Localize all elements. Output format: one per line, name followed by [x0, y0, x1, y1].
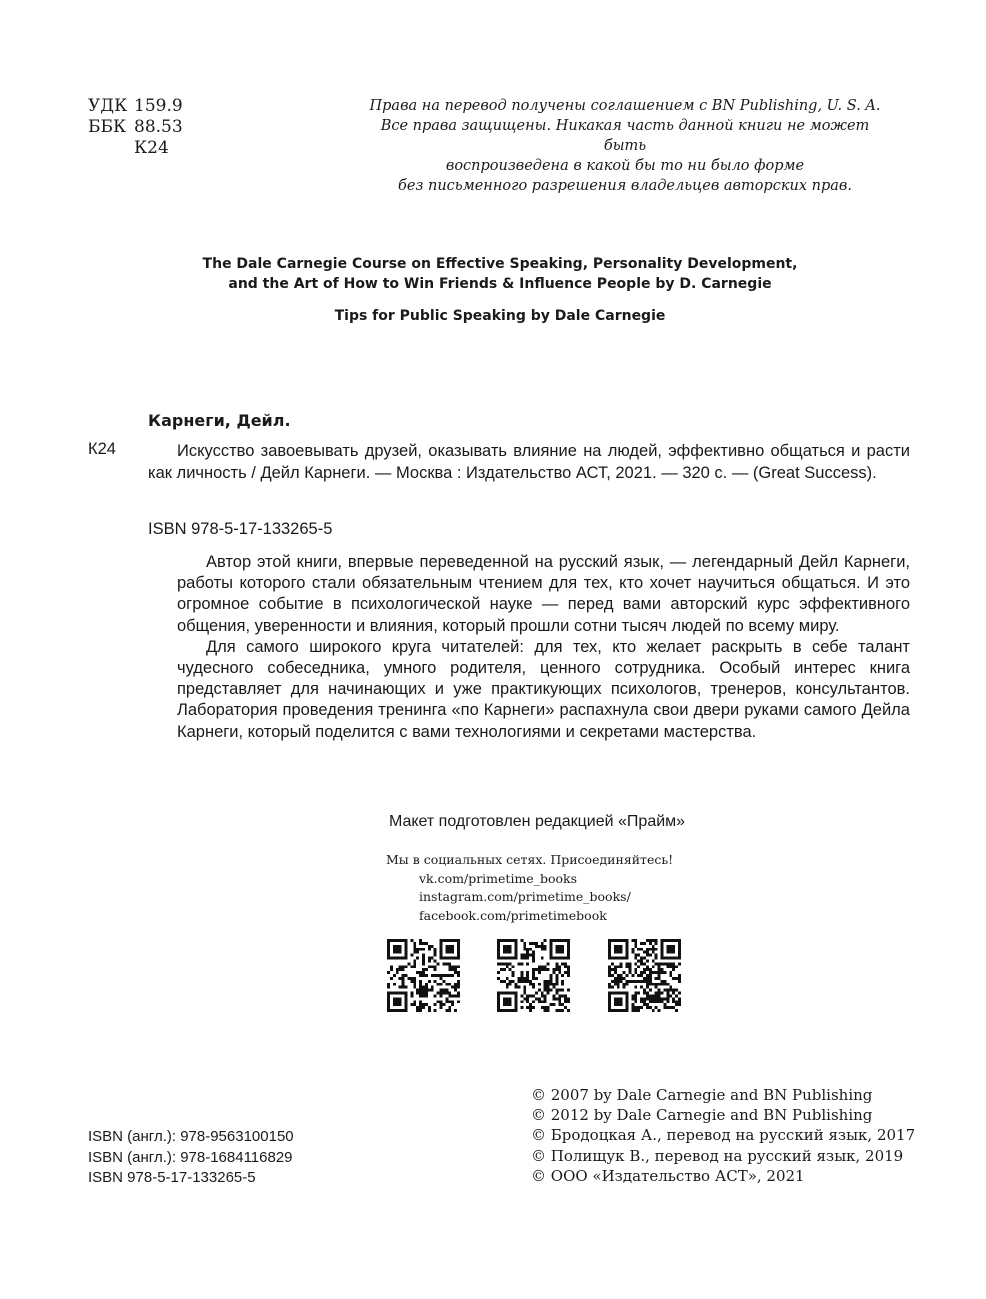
- bbk-row: [88, 117, 183, 138]
- layout-credit-block: [0, 813, 986, 831]
- classification-block: [88, 96, 183, 159]
- copyright-list: [531, 1085, 915, 1186]
- social-link-facebook[interactable]: facebook.com/primetimebook: [419, 907, 607, 923]
- rights-line: Права на перевод получены соглашением с BN Publishing, U. S. A.: [369, 98, 881, 114]
- social-link-vk[interactable]: vk.com/primetime_books: [419, 870, 577, 886]
- bibliographic-entry: Искусство завоевывать друзей, оказывать влияние на людей, эффективно общаться и расти как личность / Дейл Карнеги. — Москва : Издательство АСТ, 2021. — 320 с. — (Great Success).: [148, 442, 910, 482]
- author-mark: К24: [88, 440, 116, 458]
- isbn-item: ISBN (англ.): 978-9563100150: [88, 1128, 294, 1145]
- layout-credit: Макет подготовлен редакцией «Прайм»: [388, 813, 686, 830]
- original-title-secondary: Tips for Public Speaking by Dale Carnegie: [334, 308, 666, 324]
- rights-notice: [360, 96, 890, 196]
- udk-label: УДК: [88, 96, 128, 116]
- author-heading: Карнеги, Дейл.: [148, 411, 291, 430]
- social-intro: Мы в социальных сетях. Присоединяйтесь!: [386, 852, 674, 867]
- copyright-item: © Полищук В., перевод на русский язык, 2019: [531, 1146, 904, 1165]
- original-title-line: and the Art of How to Win Friends & Influence People by D. Carnegie: [228, 276, 772, 292]
- qr-code-icon[interactable]: [497, 939, 570, 1012]
- annotation-paragraph: Автор этой книги, впервые переведенной на русский язык, — легендарный Дейл Карнеги, работы которого стали обязательным чтением для тех, кто хочет научиться общаться. И это огромное событие в психологической науке — перед вами авторский курс эффективного общения, уверенности и влияния, который прошли сотни тысяч людей по всему миру.: [177, 553, 910, 635]
- rights-line: воспроизведена в какой бы то ни было форме: [445, 158, 805, 174]
- social-block: [386, 851, 673, 925]
- author-mark-value: К24: [134, 138, 169, 158]
- copyright-item: © 2012 by Dale Carnegie and BN Publishing: [531, 1106, 873, 1125]
- isbn-list: [88, 1127, 294, 1189]
- author-mark-label: [88, 138, 134, 159]
- qr-code-icon[interactable]: [608, 939, 681, 1012]
- social-link-instagram[interactable]: instagram.com/primetime_books/: [419, 889, 631, 905]
- author-mark-row: [88, 138, 183, 159]
- copyright-item: © ООО «Издательство АСТ», 2021: [531, 1166, 805, 1185]
- bbk-label: ББК: [88, 117, 127, 137]
- udk-row: [88, 96, 183, 117]
- copyright-item: © Бродоцкая А., перевод на русский язык, 2017: [531, 1126, 916, 1145]
- qr-code-icon[interactable]: [387, 939, 460, 1012]
- rights-line: без письменного разрешения владельцев авторских прав.: [398, 178, 852, 194]
- udk-value: 159.9: [134, 96, 183, 116]
- original-title-line: The Dale Carnegie Course on Effective Speaking, Personality Development,: [202, 256, 798, 272]
- isbn-item: ISBN 978-5-17-133265-5: [88, 1169, 256, 1186]
- bbk-value: 88.53: [134, 117, 183, 137]
- copyright-item: © 2007 by Dale Carnegie and BN Publishing: [531, 1086, 873, 1104]
- social-links: [386, 870, 673, 926]
- rights-line: Все права защищены. Никакая часть данной книги не может быть: [380, 118, 870, 154]
- annotation: [177, 552, 910, 743]
- isbn-main: ISBN 978-5-17-133265-5: [148, 520, 333, 538]
- original-titles: [150, 254, 850, 326]
- annotation-paragraph: Для самого широкого круга читателей: для тех, кто желает раскрыть в себе талант чудесного собеседника, умного родителя, ценного сотрудника. Особый интерес книга представляет для начинающих и уже практикующих психологов, тренеров, консультантов. Лаборатория проведения тренинга «по Карнеги» распахнула свои двери руками самого Дейла Карнеги, который поделится с вами технологиями и секретами мастерства.: [177, 637, 910, 741]
- isbn-item: ISBN (англ.): 978-1684116829: [88, 1148, 293, 1166]
